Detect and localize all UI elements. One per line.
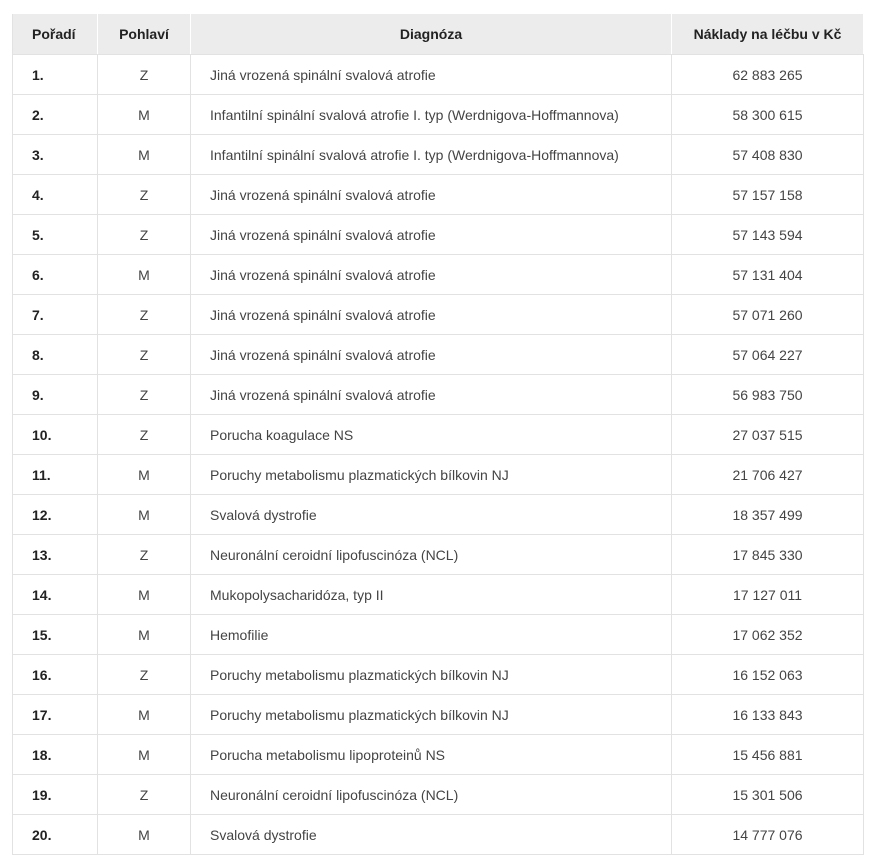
rank-cell: 7. (13, 295, 98, 335)
sex-cell: Z (98, 295, 191, 335)
cost-cell: 21 706 427 (672, 455, 864, 495)
sex-cell: M (98, 575, 191, 615)
diagnosis-cell: Porucha metabolismu lipoproteinů NS (191, 735, 672, 775)
cost-cell: 57 143 594 (672, 215, 864, 255)
table-row (13, 295, 864, 335)
cost-cell: 56 983 750 (672, 375, 864, 415)
rank-cell: 9. (13, 375, 98, 415)
diagnosis-cell: Porucha koagulace NS (191, 415, 672, 455)
table-row (13, 375, 864, 415)
table-header (13, 14, 864, 55)
diagnosis-cell: Neuronální ceroidní lipofuscinóza (NCL) (191, 775, 672, 815)
diagnosis-cell: Infantilní spinální svalová atrofie I. typ (Werdnigova-Hoffmannova) (191, 135, 672, 175)
sex-cell: Z (98, 215, 191, 255)
cost-cell: 16 152 063 (672, 655, 864, 695)
cost-cell: 17 845 330 (672, 535, 864, 575)
sex-cell: M (98, 455, 191, 495)
rank-cell: 18. (13, 735, 98, 775)
sex-cell: M (98, 495, 191, 535)
diagnosis-cell: Mukopolysacharidóza, typ II (191, 575, 672, 615)
header-sex: Pohlaví (98, 14, 191, 55)
rank-cell: 11. (13, 455, 98, 495)
cost-cell: 57 071 260 (672, 295, 864, 335)
cost-cell: 18 357 499 (672, 495, 864, 535)
header-rank: Pořadí (13, 14, 98, 55)
rank-cell: 8. (13, 335, 98, 375)
rank-cell: 19. (13, 775, 98, 815)
cost-cell: 57 157 158 (672, 175, 864, 215)
cost-cell: 14 777 076 (672, 815, 864, 855)
table-row (13, 455, 864, 495)
table-row (13, 815, 864, 855)
table-row (13, 495, 864, 535)
rank-cell: 10. (13, 415, 98, 455)
header-cost: Náklady na léčbu v Kč (672, 14, 864, 55)
rank-cell: 6. (13, 255, 98, 295)
diagnosis-cell: Jiná vrozená spinální svalová atrofie (191, 55, 672, 95)
cost-ranking-table-container (12, 13, 863, 855)
diagnosis-cell: Poruchy metabolismu plazmatických bílkovin NJ (191, 695, 672, 735)
rank-cell: 3. (13, 135, 98, 175)
sex-cell: Z (98, 415, 191, 455)
table-row (13, 655, 864, 695)
sex-cell: Z (98, 535, 191, 575)
sex-cell: M (98, 695, 191, 735)
sex-cell: Z (98, 375, 191, 415)
rank-cell: 2. (13, 95, 98, 135)
sex-cell: M (98, 135, 191, 175)
diagnosis-cell: Svalová dystrofie (191, 495, 672, 535)
rank-cell: 20. (13, 815, 98, 855)
sex-cell: Z (98, 55, 191, 95)
cost-cell: 57 064 227 (672, 335, 864, 375)
cost-cell: 16 133 843 (672, 695, 864, 735)
table-row (13, 415, 864, 455)
diagnosis-cell: Poruchy metabolismu plazmatických bílkovin NJ (191, 655, 672, 695)
header-row (13, 14, 864, 55)
sex-cell: Z (98, 335, 191, 375)
sex-cell: Z (98, 655, 191, 695)
cost-cell: 58 300 615 (672, 95, 864, 135)
cost-cell: 15 301 506 (672, 775, 864, 815)
sex-cell: Z (98, 175, 191, 215)
rank-cell: 13. (13, 535, 98, 575)
diagnosis-cell: Infantilní spinální svalová atrofie I. typ (Werdnigova-Hoffmannova) (191, 95, 672, 135)
cost-ranking-table (12, 13, 864, 855)
sex-cell: M (98, 735, 191, 775)
table-row (13, 215, 864, 255)
diagnosis-cell: Jiná vrozená spinální svalová atrofie (191, 295, 672, 335)
table-row (13, 335, 864, 375)
diagnosis-cell: Jiná vrozená spinální svalová atrofie (191, 375, 672, 415)
sex-cell: M (98, 95, 191, 135)
diagnosis-cell: Jiná vrozená spinální svalová atrofie (191, 215, 672, 255)
cost-cell: 57 131 404 (672, 255, 864, 295)
table-row (13, 735, 864, 775)
rank-cell: 4. (13, 175, 98, 215)
cost-cell: 17 062 352 (672, 615, 864, 655)
table-row (13, 695, 864, 735)
rank-cell: 15. (13, 615, 98, 655)
rank-cell: 14. (13, 575, 98, 615)
sex-cell: M (98, 255, 191, 295)
sex-cell: M (98, 815, 191, 855)
table-row (13, 535, 864, 575)
rank-cell: 17. (13, 695, 98, 735)
cost-cell: 27 037 515 (672, 415, 864, 455)
rank-cell: 12. (13, 495, 98, 535)
table-body (13, 55, 864, 855)
table-row (13, 55, 864, 95)
table-row (13, 95, 864, 135)
diagnosis-cell: Poruchy metabolismu plazmatických bílkovin NJ (191, 455, 672, 495)
cost-cell: 15 456 881 (672, 735, 864, 775)
table-row (13, 575, 864, 615)
diagnosis-cell: Hemofilie (191, 615, 672, 655)
diagnosis-cell: Svalová dystrofie (191, 815, 672, 855)
rank-cell: 16. (13, 655, 98, 695)
table-row (13, 175, 864, 215)
sex-cell: M (98, 615, 191, 655)
diagnosis-cell: Jiná vrozená spinální svalová atrofie (191, 255, 672, 295)
table-row (13, 615, 864, 655)
diagnosis-cell: Jiná vrozená spinální svalová atrofie (191, 175, 672, 215)
diagnosis-cell: Jiná vrozená spinální svalová atrofie (191, 335, 672, 375)
sex-cell: Z (98, 775, 191, 815)
header-diagnosis: Diagnóza (191, 14, 672, 55)
diagnosis-cell: Neuronální ceroidní lipofuscinóza (NCL) (191, 535, 672, 575)
cost-cell: 17 127 011 (672, 575, 864, 615)
rank-cell: 5. (13, 215, 98, 255)
table-row (13, 255, 864, 295)
cost-cell: 57 408 830 (672, 135, 864, 175)
rank-cell: 1. (13, 55, 98, 95)
table-row (13, 775, 864, 815)
cost-cell: 62 883 265 (672, 55, 864, 95)
table-row (13, 135, 864, 175)
